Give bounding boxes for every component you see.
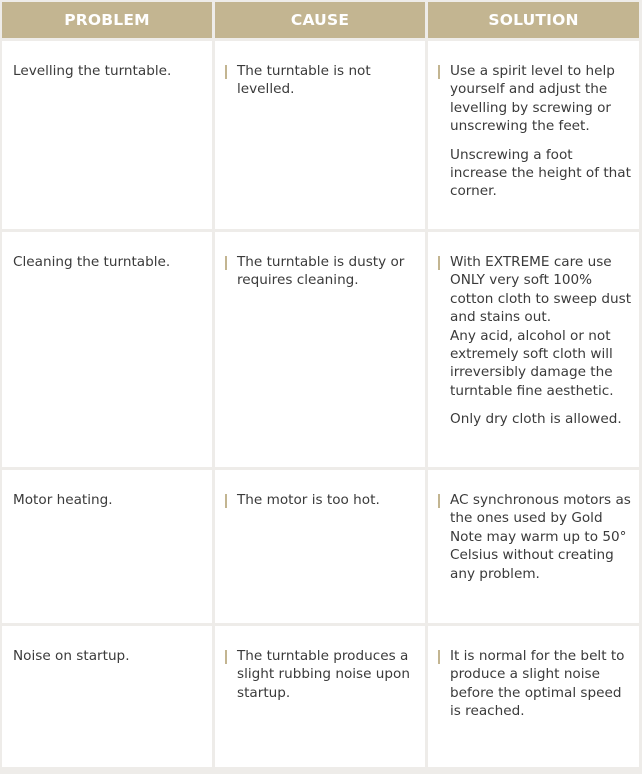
solution-text: Only dry cloth is allowed. bbox=[450, 411, 622, 428]
problem-text: Motor heating. bbox=[13, 492, 113, 508]
row-3-problem bbox=[2, 470, 212, 623]
cause-text: The turntable is dusty or requires cleaning. bbox=[237, 254, 405, 289]
row-3-solution bbox=[428, 470, 639, 623]
row-3-cause bbox=[215, 470, 425, 623]
row-2-solution bbox=[428, 232, 639, 467]
cause-text: The turntable is not levelled. bbox=[237, 63, 371, 98]
cause-text: The turntable produces a slight rubbing noise upon startup. bbox=[237, 648, 410, 701]
solution-text: Unscrewing a foot increase the height of that corner. bbox=[450, 146, 631, 200]
solution-marker bbox=[438, 65, 440, 79]
row-1-problem bbox=[2, 41, 212, 229]
problem-text: Cleaning the turntable. bbox=[13, 254, 171, 270]
cause-marker bbox=[225, 494, 227, 508]
solution-text: AC synchronous motors as the ones used by Gold Note may warm up to 50° Celsius without creating any problem. bbox=[450, 492, 631, 582]
row-2-problem bbox=[2, 232, 212, 467]
cause-marker bbox=[225, 65, 227, 79]
solution-text: Any acid, alcohol or not extremely soft cloth will irreversibly damage the turntable fine aesthetic. bbox=[450, 327, 614, 399]
cause-marker bbox=[225, 650, 227, 664]
solution-text: Use a spirit level to help yourself and adjust the levelling by screwing or unscrewing the feet. bbox=[450, 63, 615, 135]
problem-text: Levelling the turntable. bbox=[13, 63, 172, 79]
cause-marker bbox=[225, 256, 227, 270]
row-4-solution bbox=[428, 626, 639, 767]
header-cause: CAUSE bbox=[215, 2, 425, 38]
solution-text: It is normal for the belt to produce a slight noise before the optimal speed is reached. bbox=[450, 648, 625, 720]
row-1-solution bbox=[428, 41, 639, 229]
row-4-cause bbox=[215, 626, 425, 767]
header-solution: SOLUTION bbox=[428, 2, 639, 38]
problem-text: Noise on startup. bbox=[13, 648, 130, 664]
row-4-problem bbox=[2, 626, 212, 767]
cause-text: The motor is too hot. bbox=[237, 492, 380, 508]
header-problem: PROBLEM bbox=[2, 2, 212, 38]
solution-marker bbox=[438, 256, 440, 270]
row-2-cause bbox=[215, 232, 425, 467]
solution-marker bbox=[438, 494, 440, 508]
row-1-cause bbox=[215, 41, 425, 229]
solution-marker bbox=[438, 650, 440, 664]
solution-text: With EXTREME care use ONLY very soft 100% cotton cloth to sweep dust and stains out. bbox=[450, 254, 632, 326]
